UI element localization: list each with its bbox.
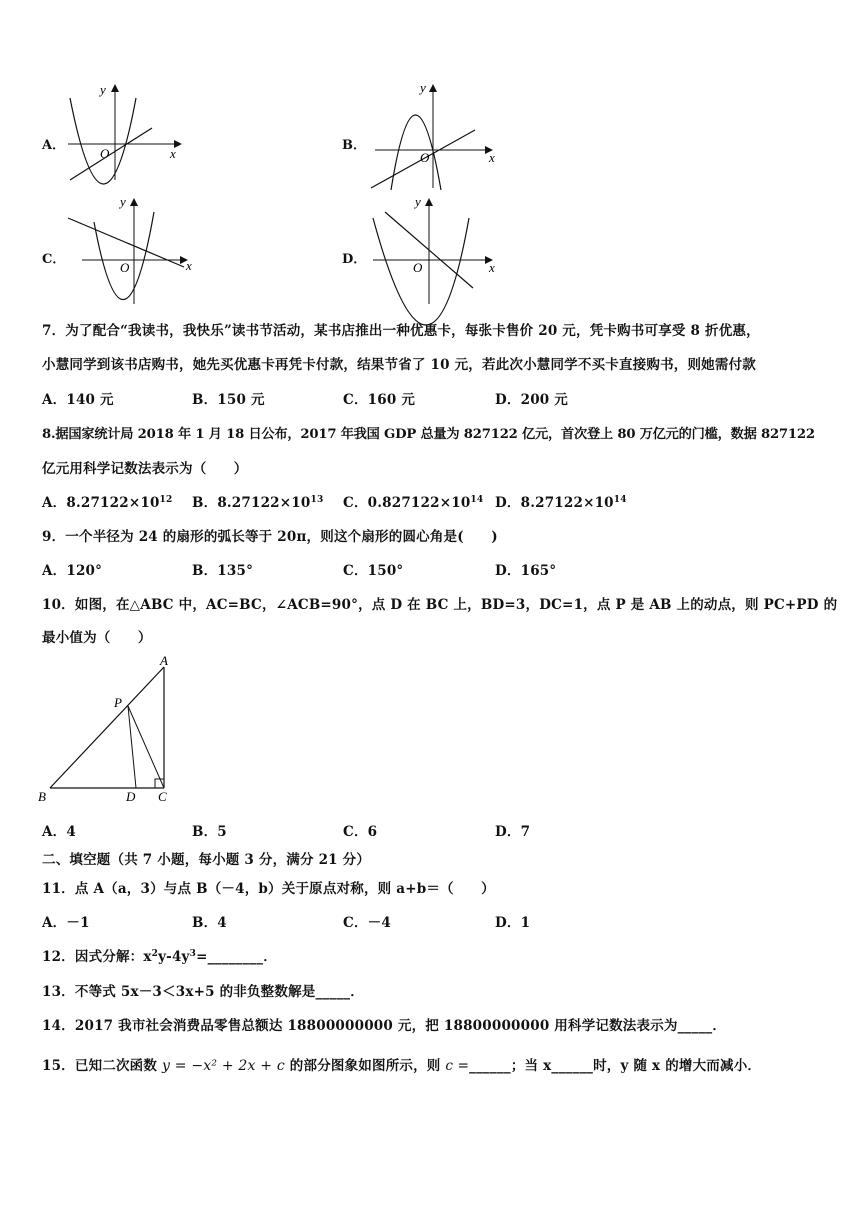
svg-text:B: B [38, 789, 46, 804]
option-d-label: D． [342, 252, 367, 267]
q9-choice-b: B．135° [192, 563, 254, 579]
svg-text:x: x [170, 146, 176, 161]
svg-text:O: O [420, 150, 430, 165]
q7-choice-c: C．160 元 [343, 392, 416, 408]
svg-text:O: O [120, 260, 130, 275]
svg-text:y: y [415, 194, 421, 209]
svg-text:y: y [100, 82, 106, 97]
svg-text:y: y [420, 80, 426, 95]
q7-line2: 小慧同学到该书店购书，她先买优惠卡再凭卡付款，结果节省了 10 元，若此次小慧同学不买卡直接购书，则她需付款 [42, 357, 756, 373]
q8-choice-d: D．$8.27122\times 10^{14}$ [495, 495, 627, 511]
q8-choice-b: B．$8.27122\times 10^{13}$ [192, 495, 324, 511]
q9-choice-d: D．165° [495, 563, 557, 579]
q7-choice-d: D．200 元 [495, 392, 568, 408]
q11-choice-d: D．1 [495, 915, 531, 931]
q8-line2: 亿元用科学记数法表示为（ ） [42, 461, 248, 477]
q10-choice-d: D．7 [495, 824, 531, 840]
q10-choice-b: B．5 [192, 824, 227, 840]
section-2-heading: 二、填空题（共 7 小题，每小题 3 分，满分 21 分） [42, 852, 371, 868]
q11-choice-a: A．－1 [42, 915, 90, 931]
svg-text:C: C [158, 789, 167, 804]
q10-line2: 最小值为（ ） [42, 630, 152, 646]
svg-text:P: P [114, 695, 122, 710]
q7-line1: 7．为了配合“我读书，我快乐”读书节活动，某书店推出一种优惠卡，每张卡售价 20 元，凭卡购书可享受 8 折优惠， [42, 323, 760, 339]
q8-choice-a: A．$8.27122\times 10^{12}$ [42, 495, 173, 511]
svg-text:x: x [489, 260, 495, 275]
svg-text:D: D [126, 789, 136, 804]
option-a-label: A． [42, 138, 66, 153]
option-b-label: B． [342, 138, 366, 153]
q11-line1: 11．点 A（a，3）与点 B（－4，b）关于原点对称，则 a+b＝（ ） [42, 881, 495, 897]
q9-choice-c: C．150° [343, 563, 404, 579]
svg-text:O: O [413, 260, 423, 275]
graph-d [365, 192, 505, 307]
graph-b [365, 80, 505, 190]
graph-c [62, 192, 202, 307]
svg-text:x: x [489, 150, 495, 165]
q9-choice-a: A．120° [42, 563, 103, 579]
q11-choice-c: C．－4 [343, 915, 391, 931]
q10-choice-a: A．4 [42, 824, 76, 840]
q7-choice-b: B．150 元 [192, 392, 265, 408]
q11-choice-b: B．4 [192, 915, 227, 931]
q13-line: 13．不等式 5x－3＜3x+5 的非负整数解是_____． [42, 984, 364, 1000]
graph-a [62, 80, 192, 190]
svg-text:A: A [160, 653, 168, 668]
q10-line1: 10．如图，在△ABC 中，AC=BC，∠ACB=90°，点 D 在 BC 上，BD=3，DC=1，点 P 是 AB 上的动点，则 PC+PD 的 [42, 597, 838, 613]
q8-choice-c: C．$0.827122\times 10^{14}$ [343, 495, 484, 511]
q8-line1: 8.据国家统计局 2018 年 1 月 18 日公布，2017 年我国 GDP 总量为 827122 亿元，首次登上 80 万亿元的门槛，数据 827122 [42, 427, 815, 442]
q14-line: 14．2017 我市社会消费品零售总额达 18800000000 元，把 18800000000 用科学记数法表示为_____． [42, 1018, 727, 1034]
svg-text:x: x [186, 258, 192, 273]
q9-line1: 9．一个半径为 24 的扇形的弧长等于 20π，则这个扇形的圆心角是( ) [42, 529, 498, 545]
svg-text:y: y [120, 194, 126, 209]
q15-formula: y = −x² + 2x + c [162, 1058, 285, 1074]
option-c-label: C． [42, 252, 66, 267]
svg-text:O: O [100, 146, 110, 161]
q15-c-eq: c = [445, 1058, 470, 1074]
q12-line: 12．因式分解：$x^2y-4y^3=\_\_\_\_\_\_\_\_$． [42, 949, 277, 965]
q15-line: 15．已知二次函数 y = −x² + 2x + c 的部分图象如图所示，则 c =______；当 x______时，y 随 x 的增大而减小． [42, 1058, 762, 1074]
triangle-figure [38, 655, 178, 805]
q10-choice-c: C．6 [343, 824, 378, 840]
q7-choice-a: A．140 元 [42, 392, 114, 408]
